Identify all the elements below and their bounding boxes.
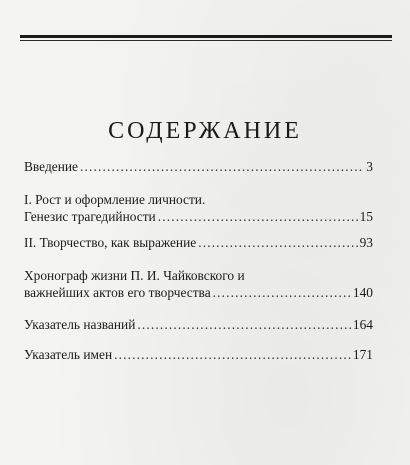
toc-entry-title: II. Творчество, как выражение (24, 235, 197, 250)
header-rule-thin (20, 40, 392, 41)
header-rule-thick (20, 35, 392, 38)
toc-leader-dots (213, 284, 351, 301)
toc-leader-dots (198, 234, 357, 251)
toc-page-number: 140 (352, 285, 373, 300)
toc-entry-title: Указатель имен (24, 347, 113, 362)
toc-leader-dots (80, 158, 364, 175)
toc-entry-title: Указатель названий (24, 317, 136, 332)
toc-page-number: 171 (352, 347, 373, 362)
page-title: СОДЕРЖАНИЕ (108, 118, 302, 144)
toc-entry-title-line: Хронограф жизни П. И. Чайковского и (24, 268, 245, 283)
toc-page-number: 15 (359, 209, 373, 224)
toc-entry-chronograph[interactable] (24, 267, 373, 301)
toc-entry-introduction[interactable] (24, 158, 373, 175)
toc-page-number: 164 (352, 317, 373, 332)
toc-entry-title-line: I. Рост и оформление личности. (24, 192, 206, 207)
toc-leader-dots (158, 208, 358, 225)
toc-entry-title: Генезис трагедийности (24, 209, 156, 224)
toc-page-number: 93 (359, 235, 373, 250)
toc-entry-index-titles[interactable] (24, 316, 373, 333)
toc-entry-title: важнейших актов его творчества (24, 285, 211, 300)
toc-leader-dots (114, 346, 351, 363)
toc-entry-chapter-2[interactable] (24, 234, 373, 251)
toc-page-number: 3 (366, 159, 373, 174)
toc-leader-dots (137, 316, 351, 333)
toc-entry-chapter-1[interactable] (24, 191, 373, 225)
toc-entry-index-names[interactable] (24, 346, 373, 363)
toc-entry-title: Введение (24, 159, 78, 174)
